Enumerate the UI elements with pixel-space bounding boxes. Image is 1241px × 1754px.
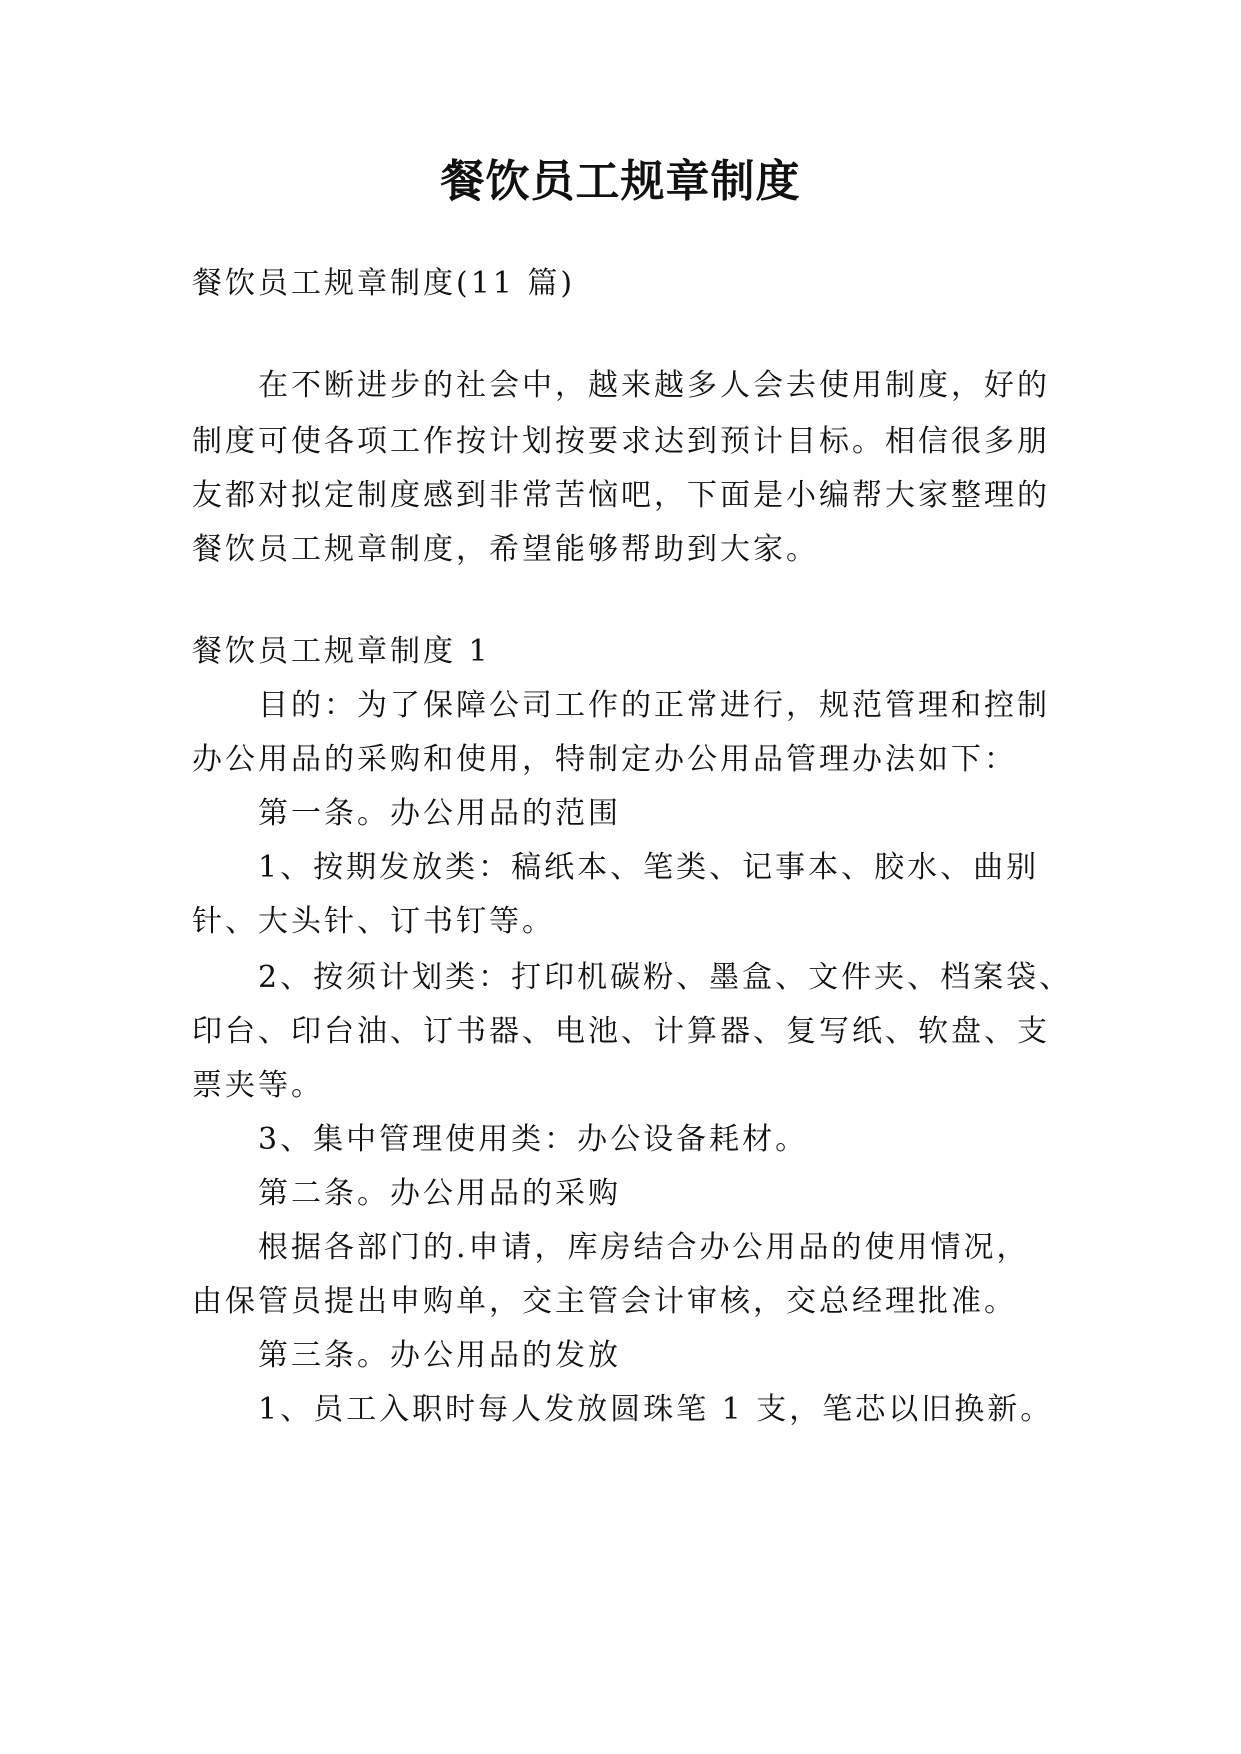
intro-line: 餐饮员工规章制度，希望能够帮助到大家。 <box>192 532 819 567</box>
body-line: 印台、印台油、订书器、电池、计算器、复写纸、软盘、支 <box>192 1014 1050 1049</box>
body-line: 办公用品的采购和使用，特制定办公用品管理办法如下： <box>192 742 1017 777</box>
article-heading: 第二条。办公用品的采购 <box>258 1176 621 1211</box>
intro-line: 在不断进步的社会中，越来越多人会去使用制度，好的 <box>258 368 1050 403</box>
document-title: 餐饮员工规章制度 <box>440 156 801 207</box>
body-line: 1、员工入职时每人发放圆珠笔 1 支，笔芯以旧换新。 <box>258 1392 1054 1427</box>
body-line: 3、集中管理使用类：办公设备耗材。 <box>258 1122 809 1157</box>
intro-line: 友都对拟定制度感到非常苦恼吧，下面是小编帮大家整理的 <box>192 478 1050 513</box>
body-line: 1、按期发放类：稿纸本、笔类、记事本、胶水、曲别 <box>258 850 1040 885</box>
body-line: 由保管员提出申购单，交主管会计审核，交总经理批准。 <box>192 1284 1017 1319</box>
intro-line: 制度可使各项工作按计划按要求达到预计目标。相信很多朋 <box>192 424 1050 459</box>
section-heading: 餐饮员工规章制度 1 <box>192 634 491 669</box>
article-heading: 第三条。办公用品的发放 <box>258 1338 621 1373</box>
document-subtitle: 餐饮员工规章制度(11 篇) <box>192 266 576 301</box>
body-line: 目的：为了保障公司工作的正常进行，规范管理和控制 <box>258 688 1050 723</box>
article-heading: 第一条。办公用品的范围 <box>258 796 621 831</box>
body-line: 2、按须计划类：打印机碳粉、墨盒、文件夹、档案袋、 <box>258 960 1073 995</box>
body-line: 根据各部门的.申请，库房结合办公用品的使用情况， <box>258 1230 1030 1265</box>
body-line: 票夹等。 <box>192 1068 324 1103</box>
body-line: 针、大头针、订书钉等。 <box>192 904 555 939</box>
